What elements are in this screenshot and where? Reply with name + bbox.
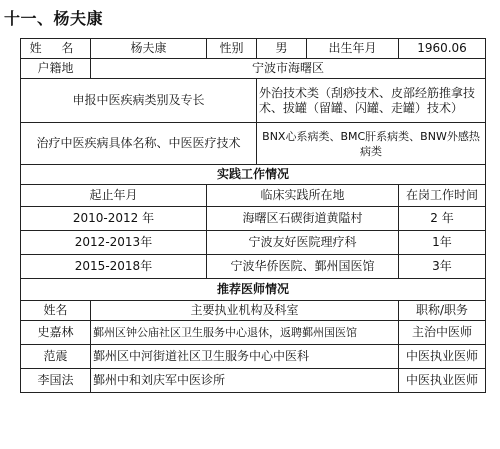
specialty-row (21, 79, 486, 123)
treatment-row (21, 123, 486, 165)
recommend-row (21, 369, 486, 393)
practice-location: 宁波华侨医院、鄞州国医馆 (207, 255, 399, 279)
practice-section-row (21, 165, 486, 185)
recommend-title: 中医执业医师 (399, 345, 486, 369)
practice-duration: 1年 (399, 231, 486, 255)
page-title: 十一、杨夫康 (4, 9, 104, 28)
hometown-label: 户籍地 (21, 59, 91, 79)
practice-location: 宁波友好医院理疗科 (207, 231, 399, 255)
practice-header-row (21, 185, 486, 207)
practice-row (21, 255, 486, 279)
practice-section-title: 实践工作情况 (21, 165, 486, 185)
practice-duration: 3年 (399, 255, 486, 279)
practice-header-location: 临床实践所在地 (207, 185, 399, 207)
gender-value: 男 (257, 39, 307, 59)
recommend-row (21, 345, 486, 369)
recommend-institution: 鄞州中和刘庆军中医诊所 (91, 369, 399, 393)
birth-label: 出生年月 (307, 39, 399, 59)
practice-period: 2012-2013年 (21, 231, 207, 255)
recommend-header-name: 姓名 (21, 301, 91, 321)
recommend-title: 主治中医师 (399, 321, 486, 345)
recommend-section-title: 推荐医师情况 (21, 279, 486, 301)
recommend-header-row (21, 301, 486, 321)
specialty-label: 申报中医疾病类别及专长 (21, 79, 257, 123)
recommend-institution: 鄞州区中河街道社区卫生服务中心中医科 (91, 345, 399, 369)
recommend-institution: 鄞州区钟公庙社区卫生服务中心退休，返聘鄞州国医馆 (91, 321, 399, 345)
practice-duration: 2 年 (399, 207, 486, 231)
doctor-profile-table (20, 38, 486, 393)
practice-header-duration: 在岗工作时间 (399, 185, 486, 207)
recommend-section-row (21, 279, 486, 301)
practice-location: 海曙区石碶街道黄隘村 (207, 207, 399, 231)
practice-period: 2010-2012 年 (21, 207, 207, 231)
name-label: 姓 名 (21, 39, 91, 59)
recommend-row (21, 321, 486, 345)
name-value: 杨夫康 (91, 39, 207, 59)
treatment-value: BNX心系病类、BMC肝系病类、BNW外感热病类 (257, 123, 486, 165)
gender-label: 性别 (207, 39, 257, 59)
recommend-name: 史嘉林 (21, 321, 91, 345)
practice-row (21, 207, 486, 231)
recommend-name: 李国法 (21, 369, 91, 393)
practice-row (21, 231, 486, 255)
recommend-header-institution: 主要执业机构及科室 (91, 301, 399, 321)
hometown-row (21, 59, 486, 79)
recommend-header-title: 职称/职务 (399, 301, 486, 321)
basic-info-row (21, 39, 486, 59)
practice-period: 2015-2018年 (21, 255, 207, 279)
recommend-title: 中医执业医师 (399, 369, 486, 393)
birth-value: 1960.06 (399, 39, 486, 59)
treatment-label: 治疗中医疾病具体名称、中医医疗技术 (21, 123, 257, 165)
hometown-value: 宁波市海曙区 (91, 59, 486, 79)
specialty-value: 外治技术类（刮痧技术、皮部经筋推拿技术、拔罐（留罐、闪罐、走罐）技术） (257, 79, 486, 123)
practice-header-period: 起止年月 (21, 185, 207, 207)
recommend-name: 范震 (21, 345, 91, 369)
